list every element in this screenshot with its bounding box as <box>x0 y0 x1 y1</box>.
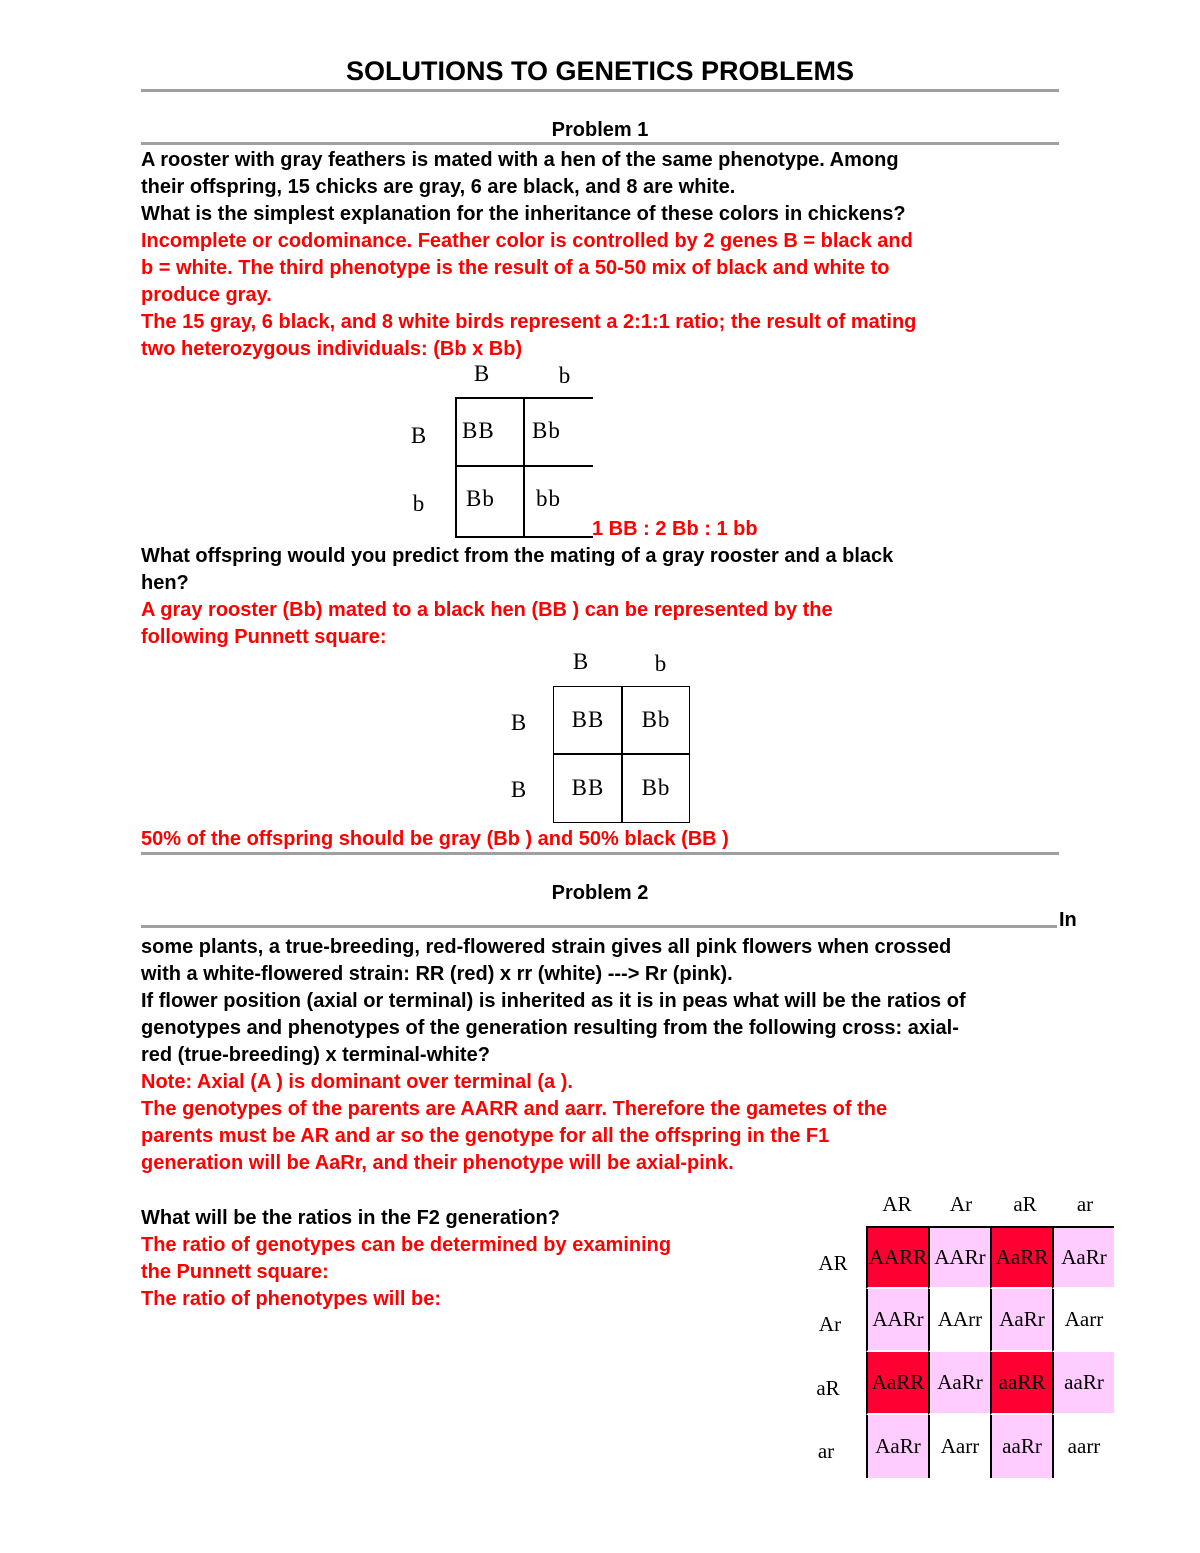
problem1-heading: Problem 1 <box>551 119 649 141</box>
row-header: B <box>410 423 428 448</box>
text-line: hen? <box>141 572 189 594</box>
problem1-divider <box>141 142 1059 145</box>
column-header: AR <box>882 1191 912 1216</box>
text-line: The ratio of phenotypes will be: <box>141 1288 442 1310</box>
problem2-question <box>141 934 966 1069</box>
punnett-cell: Bb <box>466 486 495 511</box>
punnett-cell: Aarr <box>1052 1289 1114 1352</box>
text-line: What is the simplest explanation for the inheritance of these colors in chickens? <box>141 203 906 225</box>
text-line: some plants, a true-breeding, red-flowered strain gives all pink flowers when crossed <box>141 936 952 958</box>
punnett-cell: AaRr <box>928 1352 990 1415</box>
problem2-answer <box>141 1069 887 1177</box>
title-divider <box>141 89 1059 92</box>
punnett-square-1 <box>400 360 600 540</box>
column-header: aR <box>1013 1191 1037 1216</box>
problem1-question <box>141 147 906 228</box>
punnett-cell: BB <box>571 707 605 732</box>
text-line: A gray rooster (Bb) mated to a black hen (BB ) can be represented by the <box>141 599 833 621</box>
problem1-question-2 <box>141 543 893 597</box>
text-line: A rooster with gray feathers is mated with a hen of the same phenotype. Among <box>141 149 899 171</box>
punnett-cell: Bb <box>532 418 561 443</box>
text-line: parents must be AR and ar so the genotype for all the offspring in the F1 <box>141 1125 830 1147</box>
column-header: b <box>558 363 572 388</box>
text-line: The 15 gray, 6 black, and 8 white birds represent a 2:1:1 ratio; the result of mating <box>141 311 917 333</box>
text-line: What offspring would you predict from the mating of a gray rooster and a black <box>141 545 894 567</box>
punnett-cell: aaRR <box>990 1352 1052 1415</box>
column-header: ar <box>1076 1191 1094 1216</box>
text-line: generation will be AaRr, and their phenotype will be axial-pink. <box>141 1152 734 1174</box>
row-header: ar <box>817 1438 835 1463</box>
text-line: genotypes and phenotypes of the generation resulting from the following cross: axial- <box>141 1017 959 1039</box>
punnett-cell: AArr <box>928 1289 990 1352</box>
punnett-cell: AaRr <box>1052 1226 1114 1289</box>
page-title: SOLUTIONS TO GENETICS PROBLEMS <box>345 56 855 86</box>
dihybrid-punnett-square <box>805 1186 1123 1481</box>
dihybrid-grid <box>866 1226 1115 1478</box>
punnett-cell: Aarr <box>928 1415 990 1478</box>
row-header: aR <box>816 1375 840 1400</box>
problem2-heading: Problem 2 <box>551 882 649 904</box>
text-line: Note: Axial (A ) is dominant over terminal (a ). <box>141 1071 573 1093</box>
text-line: If flower position (axial or terminal) is inherited as it is in peas what will be the ratios of <box>141 990 966 1012</box>
punnett-cell: AaRr <box>866 1415 928 1478</box>
punnett-cell: AARr <box>866 1289 928 1352</box>
text-line: The genotypes of the parents are AARR and aarr. Therefore the gametes of the <box>141 1098 888 1120</box>
problem2-answer-2 <box>141 1232 671 1313</box>
problem1-answer-2 <box>141 597 833 651</box>
punnett-cell: BB <box>462 418 495 443</box>
punnett-cell: Bb <box>641 775 671 800</box>
row-header: b <box>412 491 426 516</box>
text-line: following Punnett square: <box>141 626 387 648</box>
problem2-divider <box>141 925 1057 928</box>
text-line: produce gray. <box>141 284 272 306</box>
punnett-cell: aaRr <box>990 1415 1052 1478</box>
grid-line <box>455 536 593 538</box>
genotype-ratio: 1 BB : 2 Bb : 1 bb <box>592 518 758 540</box>
problem2-question-2: What will be the ratios in the F2 generation? <box>141 1207 560 1229</box>
text-line: b = white. The third phenotype is the result of a 50-50 mix of black and white to <box>141 257 890 279</box>
column-header: B <box>473 361 491 386</box>
problem1-conclusion: 50% of the offspring should be gray (Bb ) and 50% black (BB ) <box>141 828 729 850</box>
text-line: The ratio of genotypes can be determined by examining <box>141 1234 672 1256</box>
text-line: their offspring, 15 chicks are gray, 6 are black, and 8 are white. <box>141 176 736 198</box>
text-line: two heterozygous individuals: (Bb x Bb) <box>141 338 523 360</box>
punnett-cell: aaRr <box>1052 1352 1114 1415</box>
punnett-cell: BB <box>571 775 605 800</box>
column-header: Ar <box>949 1191 973 1216</box>
punnett-cell: Bb <box>641 707 671 732</box>
punnett-cell: AaRR <box>990 1226 1052 1289</box>
punnett-cell: aarr <box>1052 1415 1114 1478</box>
row-header: B <box>510 777 528 802</box>
punnett-cell: AaRR <box>866 1352 928 1415</box>
problem1-answer <box>141 228 916 363</box>
column-header: B <box>572 649 590 674</box>
text-line: with a white-flowered strain: RR (red) x rr (white) ---> Rr (pink). <box>141 963 733 985</box>
column-header: b <box>654 651 668 676</box>
problem1-end-divider <box>141 852 1059 855</box>
punnett-cell: AaRr <box>990 1289 1052 1352</box>
row-header: AR <box>818 1250 848 1275</box>
text-line: the Punnett square: <box>141 1261 329 1283</box>
grid-line <box>455 397 457 538</box>
punnett-square-2 <box>500 645 700 830</box>
row-header: Ar <box>818 1311 842 1336</box>
text-line: red (true-breeding) x terminal-white? <box>141 1044 490 1066</box>
punnett-cell: AARr <box>928 1226 990 1289</box>
punnett-cell: bb <box>536 486 561 511</box>
punnett-cell: AARR <box>866 1226 928 1289</box>
problem2-lead-word: In <box>1059 909 1077 931</box>
text-line: Incomplete or codominance. Feather color is controlled by 2 genes B = black and <box>141 230 913 252</box>
row-header: B <box>510 710 528 735</box>
